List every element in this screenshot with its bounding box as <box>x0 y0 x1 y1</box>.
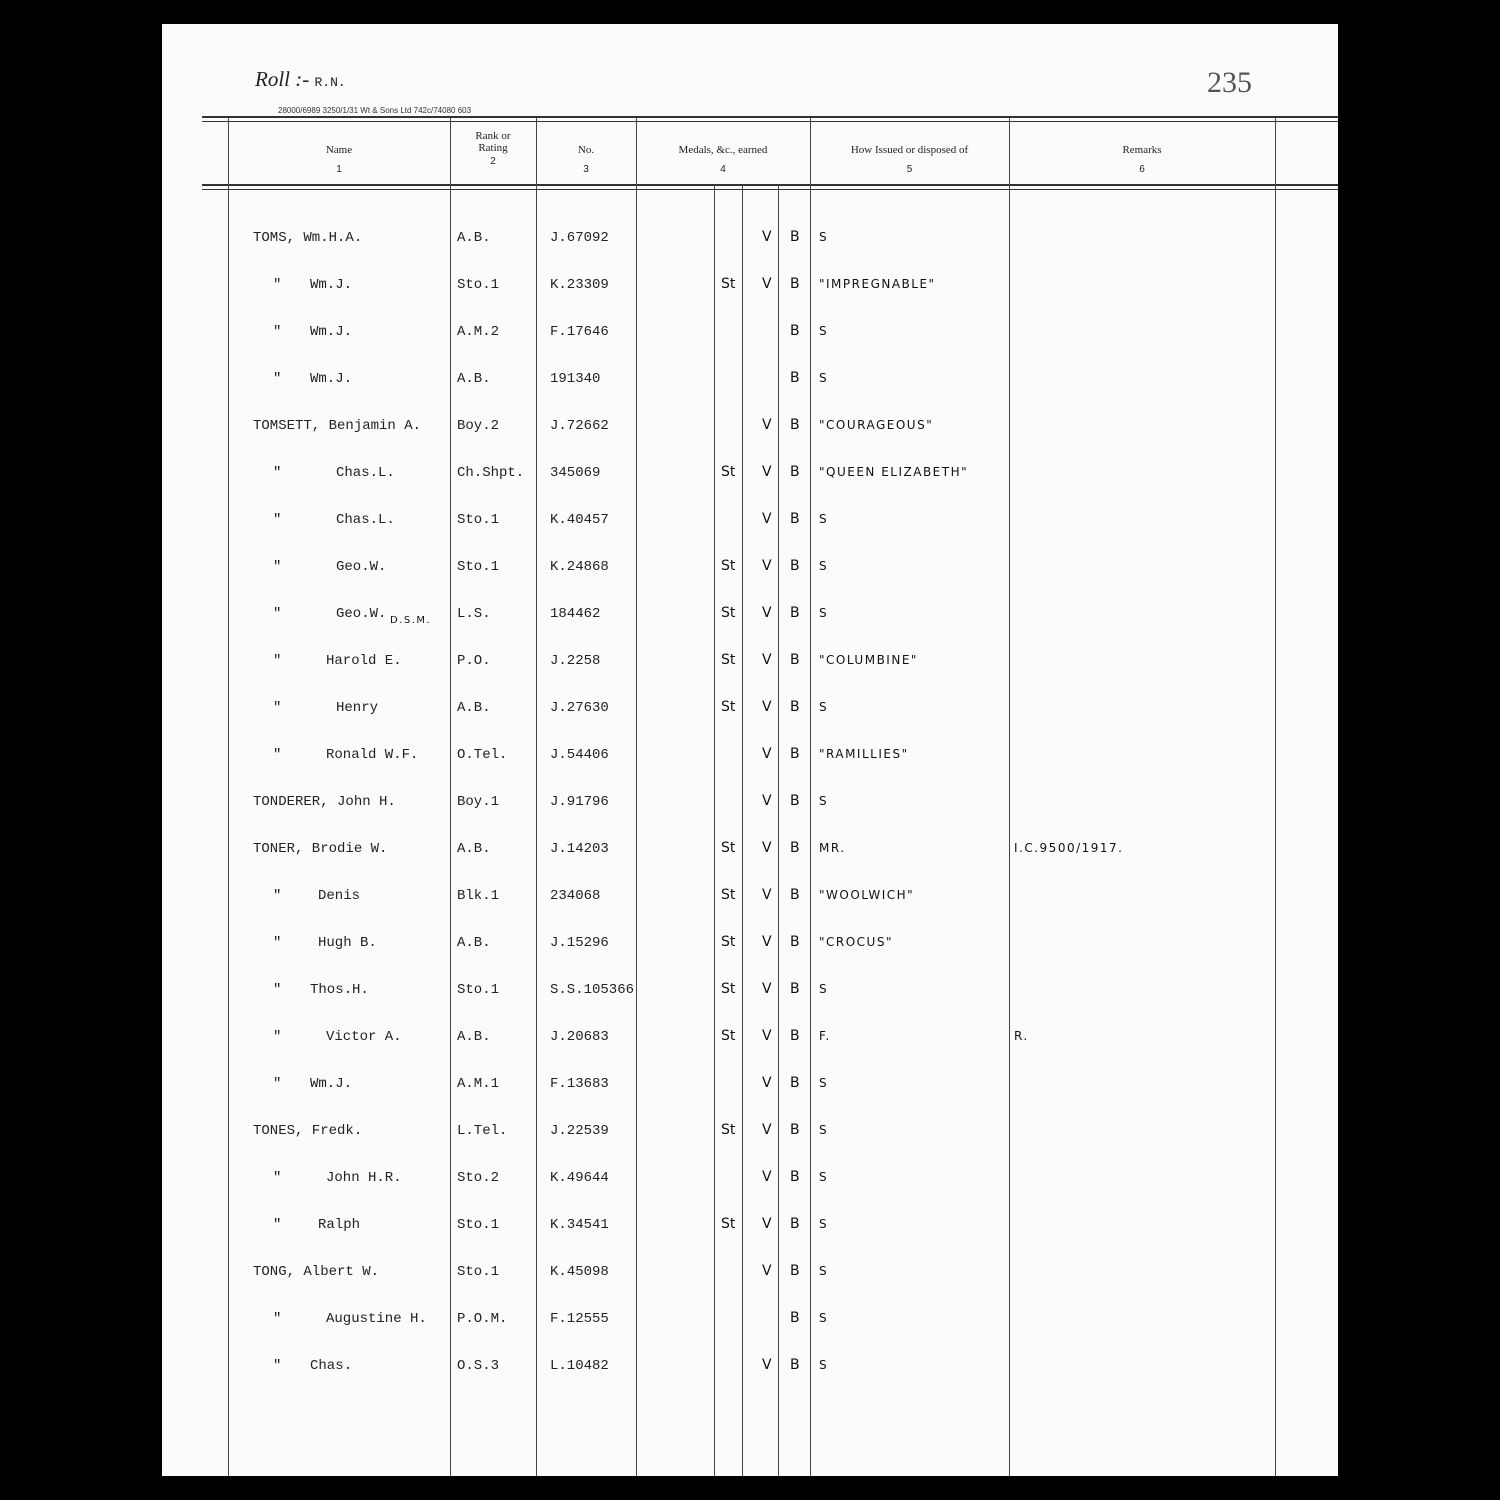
entry-award-note: D.S.M. <box>390 615 432 626</box>
entry-issued: "COLUMBINE" <box>819 653 918 667</box>
entry-issued: S <box>819 1076 829 1090</box>
col-header-issued-number: 5 <box>906 164 913 175</box>
entry-service-number: J.91796 <box>550 794 609 810</box>
entry-victory-mark: V <box>762 934 772 950</box>
entry-star-mark: St <box>721 840 736 856</box>
entry-service-number: S.S.105366 <box>550 982 635 998</box>
col-header-no-number: 3 <box>583 164 589 175</box>
entry-given-name: Geo.W. <box>336 559 387 575</box>
entry-given-name: Denis <box>318 888 361 904</box>
entry-rank: P.O.M. <box>457 1311 508 1327</box>
entry-british-mark: B <box>790 1216 800 1232</box>
col-header-name <box>232 144 446 176</box>
entry-rank: O.S.3 <box>457 1358 500 1374</box>
entry-rank: A.B. <box>457 700 491 716</box>
table-row <box>162 653 1338 693</box>
entry-rank: L.S. <box>457 606 491 622</box>
roll-unit: R.N. <box>314 75 346 90</box>
table-row <box>162 418 1338 458</box>
entry-star-mark: St <box>721 276 736 292</box>
roll-label <box>255 67 346 92</box>
entry-british-mark: B <box>790 511 800 527</box>
table-row <box>162 559 1338 599</box>
entry-victory-mark: V <box>762 511 772 527</box>
table-row <box>162 747 1338 787</box>
entry-surname: " <box>273 277 282 293</box>
entry-given-name: Geo.W. <box>336 606 387 622</box>
entry-british-mark: B <box>790 417 800 433</box>
entry-star-mark: St <box>721 934 736 950</box>
entry-star-mark: St <box>721 981 736 997</box>
col-header-rank-title: Rank or Rating <box>475 130 511 154</box>
entry-rank: A.B. <box>457 371 491 387</box>
entry-british-mark: B <box>790 840 800 856</box>
entry-service-number: J.22539 <box>550 1123 609 1139</box>
entry-star-mark: St <box>721 699 736 715</box>
entry-star-mark: St <box>721 1216 736 1232</box>
entry-rank: A.B. <box>457 1029 491 1045</box>
entry-service-number: K.23309 <box>550 277 609 293</box>
header-rule <box>202 184 1338 186</box>
entry-victory-mark: V <box>762 981 772 997</box>
entry-british-mark: B <box>790 276 800 292</box>
col-header-remarks-number: 6 <box>1139 164 1145 175</box>
entry-surname: TOMS, Wm.H.A. <box>253 230 363 246</box>
entry-victory-mark: V <box>762 1263 772 1279</box>
page-number: 235 <box>1207 66 1252 99</box>
entry-british-mark: B <box>790 1357 800 1373</box>
entry-victory-mark: V <box>762 229 772 245</box>
entry-rank: Blk.1 <box>457 888 500 904</box>
entry-issued: S <box>819 559 829 573</box>
entry-surname: TONES, Fredk. <box>253 1123 363 1139</box>
table-row <box>162 512 1338 552</box>
entry-british-mark: B <box>790 558 800 574</box>
entry-service-number: K.49644 <box>550 1170 609 1186</box>
entry-issued: S <box>819 512 829 526</box>
entry-rank: Ch.Shpt. <box>457 465 525 481</box>
entry-victory-mark: V <box>762 464 772 480</box>
entry-surname: " <box>273 700 282 716</box>
entry-surname: " <box>273 324 282 340</box>
entry-star-mark: St <box>721 652 736 668</box>
entry-rank: P.O. <box>457 653 491 669</box>
entry-issued: F. <box>819 1029 831 1043</box>
entry-british-mark: B <box>790 887 800 903</box>
entry-service-number: K.40457 <box>550 512 609 528</box>
entry-surname: " <box>273 1076 282 1092</box>
col-header-issued-title: How Issued or disposed of <box>850 144 969 156</box>
entry-victory-mark: V <box>762 652 772 668</box>
print-code: 28000/6989 3250/1/31 Wt & Sons Ltd 742c/74080 603 <box>278 106 472 115</box>
entry-service-number: 234068 <box>550 888 601 904</box>
entry-star-mark: St <box>721 464 736 480</box>
entry-victory-mark: V <box>762 276 772 292</box>
entry-service-number: F.13683 <box>550 1076 609 1092</box>
entry-given-name: Victor A. <box>326 1029 402 1045</box>
entry-british-mark: B <box>790 1122 800 1138</box>
col-header-remarks-title: Remarks <box>1122 144 1162 156</box>
entry-given-name: Ralph <box>318 1217 361 1233</box>
entry-issued: S <box>819 1311 829 1325</box>
roll-label-text: Roll :- <box>255 67 310 91</box>
entry-victory-mark: V <box>762 1028 772 1044</box>
entry-surname: " <box>273 559 282 575</box>
entry-service-number: 345069 <box>550 465 601 481</box>
table-row <box>162 888 1338 928</box>
col-header-rank-number: 2 <box>490 156 496 167</box>
entry-star-mark: St <box>721 1122 736 1138</box>
entry-rank: Sto.1 <box>457 982 500 998</box>
entry-star-mark: St <box>721 1028 736 1044</box>
col-header-no <box>538 144 634 176</box>
table-row <box>162 606 1338 646</box>
entry-victory-mark: V <box>762 1169 772 1185</box>
entry-rank: A.M.2 <box>457 324 500 340</box>
table-row <box>162 1311 1338 1351</box>
entry-surname: " <box>273 371 282 387</box>
entry-british-mark: B <box>790 464 800 480</box>
entry-issued: S <box>819 371 829 385</box>
entry-issued: S <box>819 1170 829 1184</box>
entry-british-mark: B <box>790 793 800 809</box>
entry-issued: S <box>819 1123 829 1137</box>
table-row <box>162 1358 1338 1398</box>
entry-rank: A.B. <box>457 230 491 246</box>
entry-given-name: Hugh B. <box>318 935 377 951</box>
entry-victory-mark: V <box>762 605 772 621</box>
top-rule-thin <box>202 121 1338 122</box>
entry-surname: TONER, Brodie W. <box>253 841 388 857</box>
entry-rank: Boy.2 <box>457 418 500 434</box>
entry-given-name: Ronald W.F. <box>326 747 419 763</box>
entry-remarks: I.C.9500/1917. <box>1014 841 1124 855</box>
entry-given-name: John H.R. <box>326 1170 402 1186</box>
entry-given-name: Henry <box>336 700 379 716</box>
entry-victory-mark: V <box>762 840 772 856</box>
entry-surname: " <box>273 1311 282 1327</box>
entry-british-mark: B <box>790 1310 800 1326</box>
table-row <box>162 277 1338 317</box>
table-row <box>162 841 1338 881</box>
entry-service-number: J.14203 <box>550 841 609 857</box>
entry-issued: S <box>819 700 829 714</box>
entry-given-name: Wm.J. <box>310 277 353 293</box>
table-row <box>162 1029 1338 1069</box>
entry-victory-mark: V <box>762 1122 772 1138</box>
table-row <box>162 371 1338 411</box>
entry-service-number: K.34541 <box>550 1217 609 1233</box>
entry-issued: MR. <box>819 841 846 855</box>
entry-surname: " <box>273 982 282 998</box>
entry-service-number: J.72662 <box>550 418 609 434</box>
entry-given-name: Wm.J. <box>310 324 353 340</box>
entry-rank: Sto.1 <box>457 559 500 575</box>
entry-service-number: J.2258 <box>550 653 601 669</box>
entry-service-number: F.12555 <box>550 1311 609 1327</box>
entry-british-mark: B <box>790 605 800 621</box>
col-header-medals-number: 4 <box>720 164 726 175</box>
entry-victory-mark: V <box>762 1075 772 1091</box>
entry-service-number: J.54406 <box>550 747 609 763</box>
entry-british-mark: B <box>790 1263 800 1279</box>
entry-service-number: K.45098 <box>550 1264 609 1280</box>
entry-surname: " <box>273 1029 282 1045</box>
entry-british-mark: B <box>790 746 800 762</box>
entry-given-name: Chas. <box>310 1358 353 1374</box>
entry-victory-mark: V <box>762 746 772 762</box>
entry-rank: Sto.1 <box>457 512 500 528</box>
entry-british-mark: B <box>790 1075 800 1091</box>
header-rule-thin <box>202 189 1338 190</box>
entry-british-mark: B <box>790 652 800 668</box>
col-header-name-title: Name <box>325 144 353 156</box>
entry-issued: "IMPREGNABLE" <box>819 277 936 291</box>
entry-surname: " <box>273 1217 282 1233</box>
entry-surname: TONG, Albert W. <box>253 1264 380 1280</box>
entry-surname: " <box>273 1170 282 1186</box>
entry-british-mark: B <box>790 699 800 715</box>
entry-issued: S <box>819 1358 829 1372</box>
entry-given-name: Thos.H. <box>310 982 369 998</box>
col-header-remarks <box>1011 144 1273 176</box>
table-row <box>162 1170 1338 1210</box>
entry-issued: S <box>819 794 829 808</box>
entry-victory-mark: V <box>762 887 772 903</box>
entry-surname: " <box>273 747 282 763</box>
entry-given-name: Chas.L. <box>336 512 395 528</box>
entry-surname: " <box>273 512 282 528</box>
entry-issued: "RAMILLIES" <box>819 747 909 761</box>
entry-rank: A.B. <box>457 935 491 951</box>
entry-star-mark: St <box>721 558 736 574</box>
entry-service-number: 191340 <box>550 371 601 387</box>
entry-british-mark: B <box>790 1169 800 1185</box>
entry-rank: O.Tel. <box>457 747 508 763</box>
top-rule <box>202 116 1338 118</box>
table-row <box>162 1217 1338 1257</box>
table-row <box>162 1123 1338 1163</box>
entry-victory-mark: V <box>762 558 772 574</box>
entry-rank: Sto.1 <box>457 277 500 293</box>
entry-rank: Sto.2 <box>457 1170 500 1186</box>
table-row <box>162 794 1338 834</box>
entry-british-mark: B <box>790 229 800 245</box>
entry-issued: "WOOLWICH" <box>819 888 915 902</box>
entry-issued: S <box>819 606 829 620</box>
entry-british-mark: B <box>790 981 800 997</box>
entry-given-name: Harold E. <box>326 653 402 669</box>
entry-surname: " <box>273 653 282 669</box>
table-row <box>162 1264 1338 1304</box>
table-row <box>162 1076 1338 1116</box>
table-row <box>162 935 1338 975</box>
entry-issued: "CROCUS" <box>819 935 893 949</box>
entry-victory-mark: V <box>762 417 772 433</box>
entry-star-mark: St <box>721 605 736 621</box>
entry-rank: Boy.1 <box>457 794 500 810</box>
entry-victory-mark: V <box>762 699 772 715</box>
entry-service-number: J.20683 <box>550 1029 609 1045</box>
entry-service-number: 184462 <box>550 606 601 622</box>
entry-issued: S <box>819 1217 829 1231</box>
col-header-no-title: No. <box>577 144 595 156</box>
register-page <box>162 24 1338 1476</box>
entry-victory-mark: V <box>762 793 772 809</box>
entry-rank: Sto.1 <box>457 1217 500 1233</box>
table-row <box>162 465 1338 505</box>
entry-rank: Sto.1 <box>457 1264 500 1280</box>
entry-service-number: K.24868 <box>550 559 609 575</box>
entry-service-number: J.15296 <box>550 935 609 951</box>
entry-surname: " <box>273 888 282 904</box>
entry-issued: S <box>819 324 829 338</box>
entry-issued: S <box>819 982 829 996</box>
entry-british-mark: B <box>790 934 800 950</box>
entry-surname: " <box>273 1358 282 1374</box>
entry-rank: A.B. <box>457 841 491 857</box>
entry-issued: "COURAGEOUS" <box>819 418 934 432</box>
table-row <box>162 230 1338 270</box>
entry-british-mark: B <box>790 1028 800 1044</box>
entry-given-name: Wm.J. <box>310 371 353 387</box>
entry-surname: TOMSETT, Benjamin A. <box>253 418 422 434</box>
entry-victory-mark: V <box>762 1357 772 1373</box>
entry-british-mark: B <box>790 370 800 386</box>
entry-surname: " <box>273 935 282 951</box>
col-header-rank <box>452 130 534 168</box>
entry-remarks: R. <box>1014 1029 1029 1043</box>
entry-surname: TONDERER, John H. <box>253 794 396 810</box>
entry-rank: L.Tel. <box>457 1123 508 1139</box>
table-row <box>162 324 1338 364</box>
entry-star-mark: St <box>721 887 736 903</box>
entry-surname: " <box>273 606 282 622</box>
entry-given-name: Chas.L. <box>336 465 395 481</box>
entry-given-name: Augustine H. <box>326 1311 427 1327</box>
entry-service-number: J.27630 <box>550 700 609 716</box>
entry-given-name: Wm.J. <box>310 1076 353 1092</box>
table-row <box>162 700 1338 740</box>
entry-service-number: L.10482 <box>550 1358 609 1374</box>
entry-issued: "QUEEN ELIZABETH" <box>819 465 969 479</box>
entry-rank: A.M.1 <box>457 1076 500 1092</box>
col-header-name-number: 1 <box>336 164 342 175</box>
entry-service-number: J.67092 <box>550 230 609 246</box>
entry-issued: S <box>819 1264 829 1278</box>
entry-surname: " <box>273 465 282 481</box>
col-header-medals-title: Medals, &c., earned <box>678 144 768 156</box>
entry-issued: S <box>819 230 829 244</box>
col-header-medals <box>638 144 808 176</box>
entry-british-mark: B <box>790 323 800 339</box>
col-header-issued <box>812 144 1007 176</box>
entry-service-number: F.17646 <box>550 324 609 340</box>
table-row <box>162 982 1338 1022</box>
entry-victory-mark: V <box>762 1216 772 1232</box>
